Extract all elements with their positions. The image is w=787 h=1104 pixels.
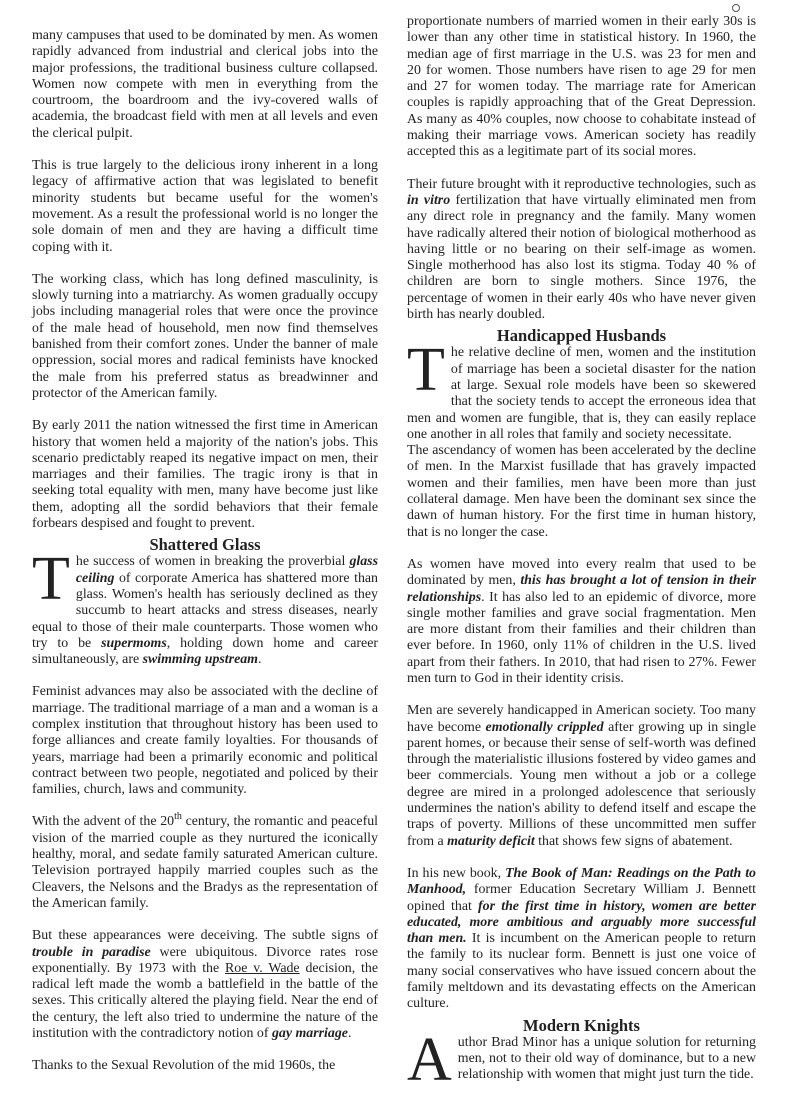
- paragraph: [32, 811, 378, 912]
- paragraph: many campuses that used to be dominated by men. As women rapidly advanced from industrial and clerical jobs into the major professions, the traditional business culture collapsed. Women now compete with men in everything from the courtroom, the boardroom and the ivy-covered walls of academia, the broadcast field with men at all levels and even the clerical pulpit.: [32, 28, 378, 141]
- text-run: of corporate America has shattered more than glass. Women's health has seriously declined as they succumb to heart attacks and stress diseases, nearly equal to those of their male counterparts. Those women who try to be: [32, 570, 378, 651]
- left-column: [32, 28, 378, 1075]
- text-run: uthor Brad Minor has a unique solution for returning men, not to their old way of dominance, but to a new relationship with women that might just turn the tide.: [457, 1034, 756, 1083]
- paragraph: proportionate numbers of married women in their early 30s is lower than any other time in statistical history. In 1960, the median age of first marriage in the U.S. was 23 for men and 20 for women. Those numbers have risen to age 29 for men and 27 for women today. The marriage rate for American couples is rapidly approaching that of the Great Depression. As many as 40% couples, now choose to cohabitate instead of making their marriage vows. American society has readily accepted this as a legitimate part of its social mores.: [407, 14, 756, 160]
- text-run: Their future brought with it reproductive technologies, such as: [407, 176, 756, 192]
- text-run: In his new book,: [407, 865, 506, 881]
- text-run: former Education Secretary William J. Bennett opined that: [407, 882, 756, 914]
- text-run: he success of women in breaking the proverbial: [75, 554, 350, 570]
- text-run: .: [347, 1026, 352, 1042]
- book-title: The Book of Man: Readings on the Path to Manhood,: [407, 865, 756, 898]
- paragraph: Thanks to the Sexual Revolution of the mid 1960s, the: [32, 1058, 336, 1074]
- text-run: after growing up in single parent homes, or because their sense of self-worth was defined through the materialistic illusions fostered by video games and beer commercials. Young men without a job or a college degree are mired in a prolonged adolescence that seriously undermines the nation's ability to defend itself and escape the traps of poverty. Millions of these uncommitted men suffer from a: [407, 719, 756, 849]
- underlined-text: Roe v. Wade: [225, 960, 300, 976]
- paragraph: [407, 177, 756, 324]
- text-run: decision, the radical left made the womb a battlefield in the battle of the sexes. This critically altered the playing field. Near the end of the century, the left also tried to undermine the nature of the institution with the contradictory notion of: [32, 960, 379, 1042]
- text-run: that shows few signs of abatement.: [534, 833, 733, 849]
- text-run: . It has also led to an epidemic of divorce, more single mother families and grave social fragmentation. Men are more distant from their families and their children than ever before. In 1960, only 11% of children in the U.S. lived apart from their fathers. In 2010, that had risen to 27%. Fewer men turn to God in their identity crisis.: [407, 589, 756, 686]
- paragraph: This is true largely to the delicious irony inherent in a long legacy of affirmative action that was legislated to benefit minority students but became useful for the women's movement. As a result the professional world is no longer the sole domain of men and they are having a difficult time coping with it.: [32, 158, 378, 255]
- text-run: Men are severely handicapped in American society. Too many have become: [407, 703, 756, 735]
- superscript: th: [174, 811, 182, 823]
- text-run: were ubiquitous. Divorce rates rose exponentially. By 1973 with the: [32, 944, 378, 976]
- section-heading: Shattered Glass: [149, 535, 261, 555]
- paragraph: Feminist advances may also be associated with the decline of marriage. The traditional marriage of a man and a woman is a complex institution that throughout history has been used to forge alliances and create family loyalties. For thousands of years, marriage had been a primarily economic and political contract between two people, negotiated and policed by their families, church, laws and community.: [32, 684, 378, 798]
- emphasis-text: trouble in paradise: [32, 944, 151, 960]
- text-run: , holding down home and career simultaneously, are: [32, 635, 379, 668]
- text-run: century, the romantic and peaceful vision of the married couple as they nurtured the iconically healthy, moral, and sedate family saturated American culture. Television portrayed happily married couples such as the Cleavers, the Nelsons and the Bradys as the representation of the American family.: [32, 814, 378, 911]
- text-run: fertilization that have virtually eliminated men from any direct role in pregnancy and the family. Many women have radically altered their notion of biological motherhood as having little or no bearing on their self-image as women. Single motherhood has also lost its stigma. Today 40 % of children are born to single mothers. Since 1976, the percentage of women in their early 40s who have never given birth has nearly doubled.: [407, 192, 757, 323]
- emphasis-text: maturity deficit: [447, 833, 535, 849]
- text-run: he relative decline of men, women and the institution of marriage has been a societal disaster for the nation at large. Sexual role models have been so skewered that the society tends to accept the erroneous idea that men and women are fungible, that is, they can easily replace one another in all roles that family and society necessitate.: [407, 345, 756, 442]
- paragraph: [407, 557, 756, 687]
- emphasis-text: emotionally crippled: [485, 719, 604, 735]
- paragraph: [32, 928, 378, 1042]
- emphasis-text: swimming upstream: [142, 652, 258, 668]
- emphasis-text: supermoms: [101, 635, 167, 651]
- paragraph: [407, 866, 756, 1013]
- text-run: It is incumbent on the American people to return the family to its nuclear form. Bennett is just one voice of many social conservatives who have issued concern about the family meltdown and its devastating effects on the American culture.: [407, 931, 756, 1012]
- drop-cap: T: [407, 336, 445, 405]
- text-run: As women have moved into every realm that used to be dominated by men,: [407, 556, 756, 589]
- emphasis-text: this has brought a lot of tension in their relationships: [407, 573, 756, 605]
- text-run: But these appearances were deceiving. The subtle signs of: [32, 928, 378, 944]
- paragraph: By early 2011 the nation witnessed the first time in American history that women held a majority of the nation's jobs. This scenario predictably reaped its negative impact on men, their marriages and their families. The tragic irony is that in seeking total equality with men, many have become just like them, adopting all the sordid behaviors that their female forbears despised and fought to prevent.: [32, 418, 378, 532]
- section-heading: Modern Knights: [523, 1015, 640, 1035]
- section-heading: Handicapped Husbands: [496, 326, 667, 346]
- paragraph: The working class, which has long defined masculinity, is slowly turning into a matriarchy. As women gradually occupy jobs including managerial roles that were once the province of the male head of household, men now find themselves banished from their comfort zones. Under the banner of male oppression, social mores and radical feminists have knocked the male from his preferred status as breadwinner and protector of the American family.: [32, 271, 378, 401]
- right-column: [407, 14, 757, 1094]
- emphasis-text: gay marriage: [271, 1026, 348, 1042]
- text-run: With the advent of the 20: [32, 814, 175, 830]
- corner-mark-icon: [732, 4, 740, 12]
- emphasis-text: in vitro: [407, 192, 451, 208]
- paragraph: [407, 703, 756, 850]
- drop-cap: T: [32, 545, 70, 614]
- paragraph: The ascendancy of women has been accelerated by the decline of men. In the Marxist fusillade that has gravely impacted women and their families, men have been more than just collateral damage. Men have been the dominant sex since the dawn of human history. For the first time in human history, that is no longer the case.: [407, 443, 756, 540]
- text-run: .: [258, 652, 262, 668]
- emphasis-text: glass ceiling: [75, 554, 378, 586]
- drop-cap: A: [407, 1025, 452, 1094]
- emphasis-text: for the first time in history, women are better educated, more ambitious and arguably more successful than men.: [407, 898, 756, 947]
